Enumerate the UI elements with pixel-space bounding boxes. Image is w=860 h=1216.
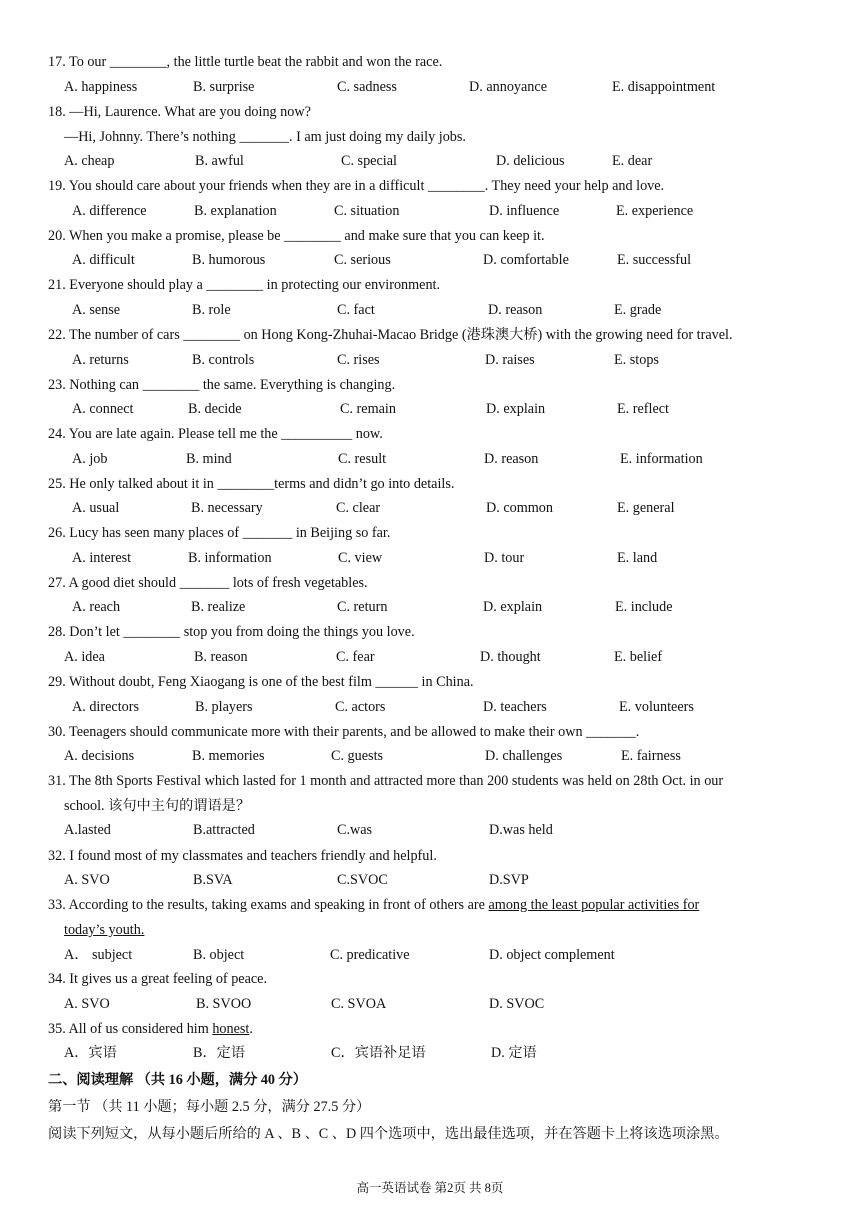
underlined-text: honest: [212, 1021, 250, 1037]
question-26-option: D. tour: [484, 550, 525, 566]
question-30-option: E. fairness: [621, 748, 681, 764]
question-30-option: C. guests: [331, 748, 384, 764]
question-31-option: D.was held: [489, 822, 553, 838]
question-19-option: D. influence: [489, 203, 560, 219]
question-17-option: B. surprise: [193, 79, 255, 95]
question-27-option: A. reach: [72, 599, 121, 615]
question-24-option: E. information: [620, 451, 703, 467]
question-23-option: A. connect: [72, 401, 134, 417]
question-22-option: C. rises: [337, 352, 380, 368]
question-20-stem-line: 20. When you make a promise, please be ________ and make sure that you can keep it.: [48, 228, 545, 244]
question-18-option: A. cheap: [64, 153, 115, 169]
question-21-stem-line: 21. Everyone should play a ________ in protecting our environment.: [48, 277, 441, 293]
question-26-option: B. information: [188, 550, 272, 566]
question-29-option: C. actors: [335, 699, 386, 715]
section-heading: 二、阅读理解 （共 16 小题，满分 40 分）: [48, 1072, 307, 1088]
question-29-option: E. volunteers: [619, 699, 694, 715]
question-32-option: D.SVP: [489, 872, 529, 888]
question-26-option: E. land: [617, 550, 658, 566]
question-31-stem-line: 31. The 8th Sports Festival which lasted for 1 month and attracted more than 200 students was held on 28th Oct. in our: [48, 773, 724, 789]
question-33-stem-line: [64, 921, 144, 939]
question-22-option: E. stops: [614, 352, 659, 368]
question-25-option: D. common: [486, 500, 553, 516]
question-33-option: D. object complement: [489, 947, 615, 963]
question-25-option: A. usual: [72, 500, 120, 516]
question-29-option: A. directors: [72, 699, 139, 715]
question-35-stem-line: [48, 1020, 253, 1038]
question-32-option: A. SVO: [64, 872, 110, 888]
question-34-option: C. SVOA: [331, 996, 387, 1012]
question-23-option: B. decide: [188, 401, 242, 417]
question-31-option: A.lasted: [64, 822, 111, 838]
question-19-option: B. explanation: [194, 203, 277, 219]
question-23-option: E. reflect: [617, 401, 669, 417]
question-20-option: E. successful: [617, 252, 692, 268]
question-20-option: B. humorous: [192, 252, 266, 268]
question-27-stem-line: 27. A good diet should _______ lots of fresh vegetables.: [48, 575, 368, 591]
question-21-option: A. sense: [72, 302, 121, 318]
question-30-option: D. challenges: [485, 748, 563, 764]
question-28-option: A. idea: [64, 649, 105, 665]
question-29-option: B. players: [195, 699, 253, 715]
question-35-option: D. 定语: [491, 1045, 537, 1061]
question-27-option: D. explain: [483, 599, 543, 615]
question-28-stem-line: 28. Don’t let ________ stop you from doing the things you love.: [48, 624, 415, 640]
underlined-text: among the least popular activities for: [488, 897, 700, 913]
question-19-option: C. situation: [334, 203, 400, 219]
question-20-option: C. serious: [334, 252, 391, 268]
question-35-option: A．宾语: [64, 1045, 117, 1061]
question-31-option: C.was: [337, 822, 373, 838]
question-20-option: D. comfortable: [483, 252, 569, 268]
question-25-stem-line: 25. He only talked about it in ________terms and didn’t go into details.: [48, 476, 455, 492]
question-17-option: A. happiness: [64, 79, 138, 95]
question-17-stem-line: 17. To our ________, the little turtle beat the rabbit and won the race.: [48, 54, 443, 70]
question-21-option: C. fact: [337, 302, 375, 318]
question-17-option: E. disappointment: [612, 79, 716, 95]
question-23-option: C. remain: [340, 401, 396, 417]
question-28-option: B. reason: [194, 649, 248, 665]
question-32-option: C.SVOC: [337, 872, 388, 888]
question-17-option: C. sadness: [337, 79, 397, 95]
question-17-option: D. annoyance: [469, 79, 547, 95]
question-30-option: A. decisions: [64, 748, 135, 764]
question-18-option: E. dear: [612, 153, 653, 169]
underlined-text: today’s youth.: [64, 922, 145, 938]
question-21-option: D. reason: [488, 302, 543, 318]
question-30-option: B. memories: [192, 748, 265, 764]
question-28-option: C. fear: [336, 649, 375, 665]
question-29-option: D. teachers: [483, 699, 547, 715]
question-25-option: C. clear: [336, 500, 381, 516]
question-33-option: C. predicative: [330, 947, 410, 963]
question-22-option: A. returns: [72, 352, 129, 368]
question-22-option: D. raises: [485, 352, 535, 368]
question-35-option: B．定语: [193, 1045, 246, 1061]
question-28-option: D. thought: [480, 649, 541, 665]
question-24-option: B. mind: [186, 451, 232, 467]
section-part: 第一节 （共 11 小题；每小题 2.5 分，满分 27.5 分）: [48, 1099, 371, 1115]
question-18-option: D. delicious: [496, 153, 565, 169]
page-footer: 高一英语试卷 第2页 共 8页: [356, 1181, 504, 1195]
question-26-option: A. interest: [72, 550, 132, 566]
question-34-option: A. SVO: [64, 996, 110, 1012]
question-24-option: A. job: [72, 451, 108, 467]
question-32-stem-line: 32. I found most of my classmates and teachers friendly and helpful.: [48, 848, 437, 864]
question-34-stem-line: 34. It gives us a great feeling of peace.: [48, 971, 268, 987]
question-27-option: C. return: [337, 599, 388, 615]
question-25-option: B. necessary: [191, 500, 263, 516]
question-31-option: B.attracted: [193, 822, 255, 838]
question-30-stem-line: 30. Teenagers should communicate more with their parents, and be allowed to make their own _______.: [48, 724, 640, 740]
question-19-stem-line: 19. You should care about your friends when they are in a difficult ________. They need your help and love.: [48, 178, 665, 194]
question-34-option: B. SVOO: [196, 996, 252, 1012]
question-25-option: E. general: [617, 500, 675, 516]
question-33-option: B. object: [193, 947, 245, 963]
question-35-option: C．宾语补足语: [331, 1045, 426, 1061]
question-24-option: D. reason: [484, 451, 539, 467]
question-29-stem-line: 29. Without doubt, Feng Xiaogang is one of the best film ______ in China.: [48, 674, 474, 690]
question-18-stem-line: 18. —Hi, Laurence. What are you doing now?: [48, 104, 311, 120]
question-22-option: B. controls: [192, 352, 255, 368]
question-18-option: B. awful: [195, 153, 244, 169]
question-24-option: C. result: [338, 451, 387, 467]
question-31-stem-line: school. 该句中主句的谓语是？: [64, 798, 251, 814]
question-23-stem-line: 23. Nothing can ________ the same. Everything is changing.: [48, 377, 396, 393]
question-18-option: C. special: [341, 153, 397, 169]
stem-text: 35. All of us considered him: [48, 1021, 213, 1037]
question-27-option: B. realize: [191, 599, 246, 615]
section-instruction: 阅读下列短文，从每小题后所给的 A 、B 、C 、D 四个选项中，选出最佳选项，并在答题卡上将该选项涂黑。: [48, 1126, 729, 1142]
question-26-stem-line: 26. Lucy has seen many places of _______ in Beijing so far.: [48, 525, 391, 541]
question-32-option: B.SVA: [193, 872, 233, 888]
stem-text: 33. According to the results, taking exams and speaking in front of others are: [48, 897, 489, 913]
question-33-stem-line: [48, 896, 699, 914]
question-26-option: C. view: [338, 550, 383, 566]
question-23-option: D. explain: [486, 401, 546, 417]
question-28-option: E. belief: [614, 649, 663, 665]
question-33-option: A． subject: [64, 947, 133, 963]
question-19-option: A. difference: [72, 203, 147, 219]
question-34-option: D. SVOC: [489, 996, 545, 1012]
question-27-option: E. include: [615, 599, 673, 615]
question-24-stem-line: 24. You are late again. Please tell me the __________ now.: [48, 426, 383, 442]
question-20-option: A. difficult: [72, 252, 135, 268]
question-19-option: E. experience: [616, 203, 694, 219]
question-21-option: B. role: [192, 302, 231, 318]
question-21-option: E. grade: [614, 302, 662, 318]
stem-text: .: [249, 1021, 253, 1037]
question-22-stem-line: 22. The number of cars ________ on Hong Kong-Zhuhai-Macao Bridge (港珠澳大桥) with the growing need for travel.: [48, 327, 733, 343]
question-18-stem-line: —Hi, Johnny. There’s nothing _______. I am just doing my daily jobs.: [64, 129, 466, 145]
